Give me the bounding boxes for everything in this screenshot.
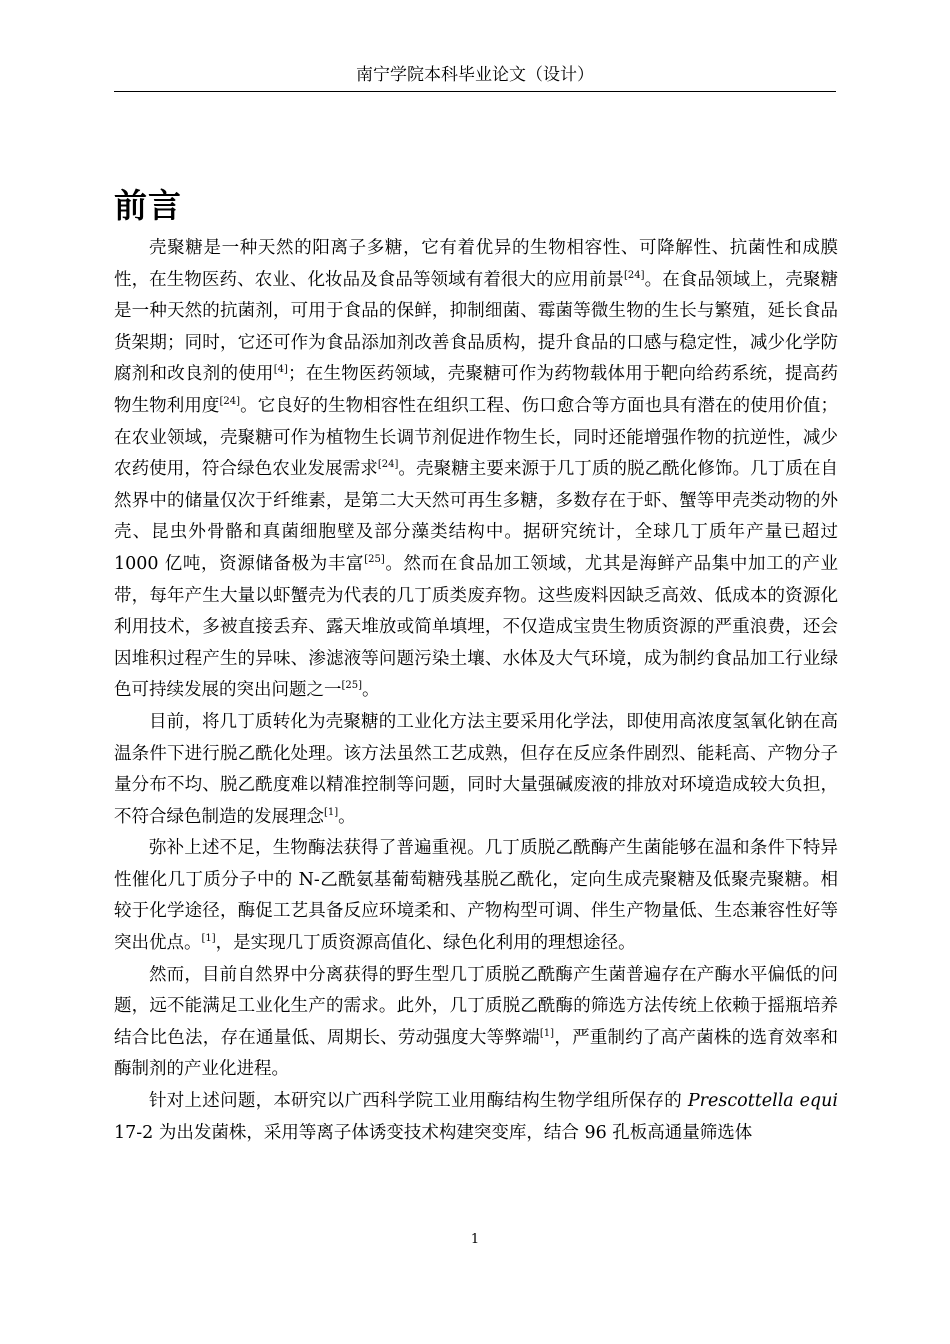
paragraph-4 [114,960,838,1086]
text-run: ，严重制约了高产菌株的选育效率和酶制剂的产业化进程。 [114,1027,839,1080]
text-run: ；在生物医药领域，壳聚糖可作为药物载体用于靶向给药系统，提高药物生物利用度 [114,364,839,416]
paragraph-3 [114,833,838,959]
text-run: 。 [362,680,380,701]
text-run: 弥补上述不足，生物酶法获得了普遍重视。几丁质脱乙酰酶产生菌能够在温和条件下特异性催化几丁质分子中的 N-乙酰氨基葡萄糖残基脱乙酰化，定向生成壳聚糖及低聚壳聚糖。相较于化学途径，酶促工艺具备反应环境柔和、产物构型可调、伴生产物量低、生态兼容性好等突出优点。 [114,838,838,954]
page-number: 1 [470,1232,480,1247]
paragraph-2 [114,707,838,833]
text-run: 。在食品领域上，壳聚糖是一种天然的抗菌剂，可用于食品的保鲜，抑制细菌、霉菌等微生物的生长与繁殖，延长食品货架期；同时，它还可作为食品添加剂改善食品质构，提升食品的口感与稳定性，减少化学防腐剂和改良剂的使用 [114,269,839,385]
text-run: 。然而在食品加工领域，尤其是海鲜产品集中加工的产业带，每年产生大量以虾蟹壳为代表的几丁质类废弃物。这些废料因缺乏高效、低成本的资源化利用技术，多被直接丢弃、露天堆放或简单填埋，不仅造成宝贵生物质资源的严重浪费，还会因堆积过程产生的异味、渗滤液等问题污染土壤、水体及大气环境，成为制约食品加工行业绿色可持续发展的突出问题之一 [114,553,839,701]
text-run: 目前，将几丁质转化为壳聚糖的工业化方法主要采用化学法，即使用高浓度氢氧化钠在高温条件下进行脱乙酰化处理。该方法虽然工艺成熟，但存在反应条件剧烈、能耗高、产物分子量分布不均、脱乙酰度难以精准控制等问题，同时大量强碱废液的排放对环境造成较大负担，不符合绿色制造的发展理念 [114,711,838,827]
citation: [4] [273,364,288,376]
citation: [24] [219,395,241,407]
citation: [1] [324,806,339,818]
text-run: 。壳聚糖主要来源于几丁质的脱乙酰化修饰。几丁质在自然界中的储量仅次于纤维素，是第二大天然可再生多糖，多数存在于虾、蟹等甲壳类动物的外壳、昆虫外骨骼和真菌细胞壁及部分藻类结构中。据研究统计，全球几丁质年产量已超过 1000 亿吨，资源储备极为丰富 [114,459,839,574]
paragraph-1 [114,233,838,707]
text-run: 17-2 为出发菌株，采用等离子体诱变技术构建突变库，结合 96 孔板高通量筛选体 [114,1122,753,1143]
text-run: 。 [338,806,356,827]
body-text [114,233,838,1149]
text-run: 然而，目前自然界中分离获得的野生型几丁质脱乙酰酶产生菌普遍存在产酶水平偏低的问题，远不能满足工业化生产的需求。此外，几丁质脱乙酰酶的筛选方法传统上依赖于摇瓶培养结合比色法，存在通量低、周期长、劳动强度大等弊端 [114,964,838,1048]
species-name: Prescottella equi [687,1091,838,1112]
citation: [24] [377,459,399,471]
text-run: 壳聚糖是一种天然的阳离子多糖，它有着优异的生物相容性、可降解性、抗菌性和成膜性，在生物医药、农业、化妆品及食品等领域有着很大的应用前景 [114,238,838,290]
citation: [1] [201,933,216,945]
citation: [25] [364,553,385,565]
paragraph-5 [114,1086,838,1149]
citation: [25] [341,680,363,692]
section-title: 前言 [114,186,182,225]
header-divider [114,91,836,92]
citation: [24] [624,269,645,281]
text-run: 针对上述问题，本研究以广西科学院工业用酶结构生物学组所保存的 [149,1091,688,1112]
text-run: ，是实现几丁质资源高值化、绿色化利用的理想途径。 [215,933,636,954]
citation: [1] [539,1027,555,1039]
text-run: 。它良好的生物相容性在组织工程、伤口愈合等方面也具有潜在的使用价值；在农业领域，壳聚糖可作为植物生长调节剂促进作物生长，同时还能增强作物的抗逆性，减少农药使用，符合绿色农业发展需求 [114,395,839,480]
running-header: 南宁学院本科毕业论文（设计） [356,65,594,85]
